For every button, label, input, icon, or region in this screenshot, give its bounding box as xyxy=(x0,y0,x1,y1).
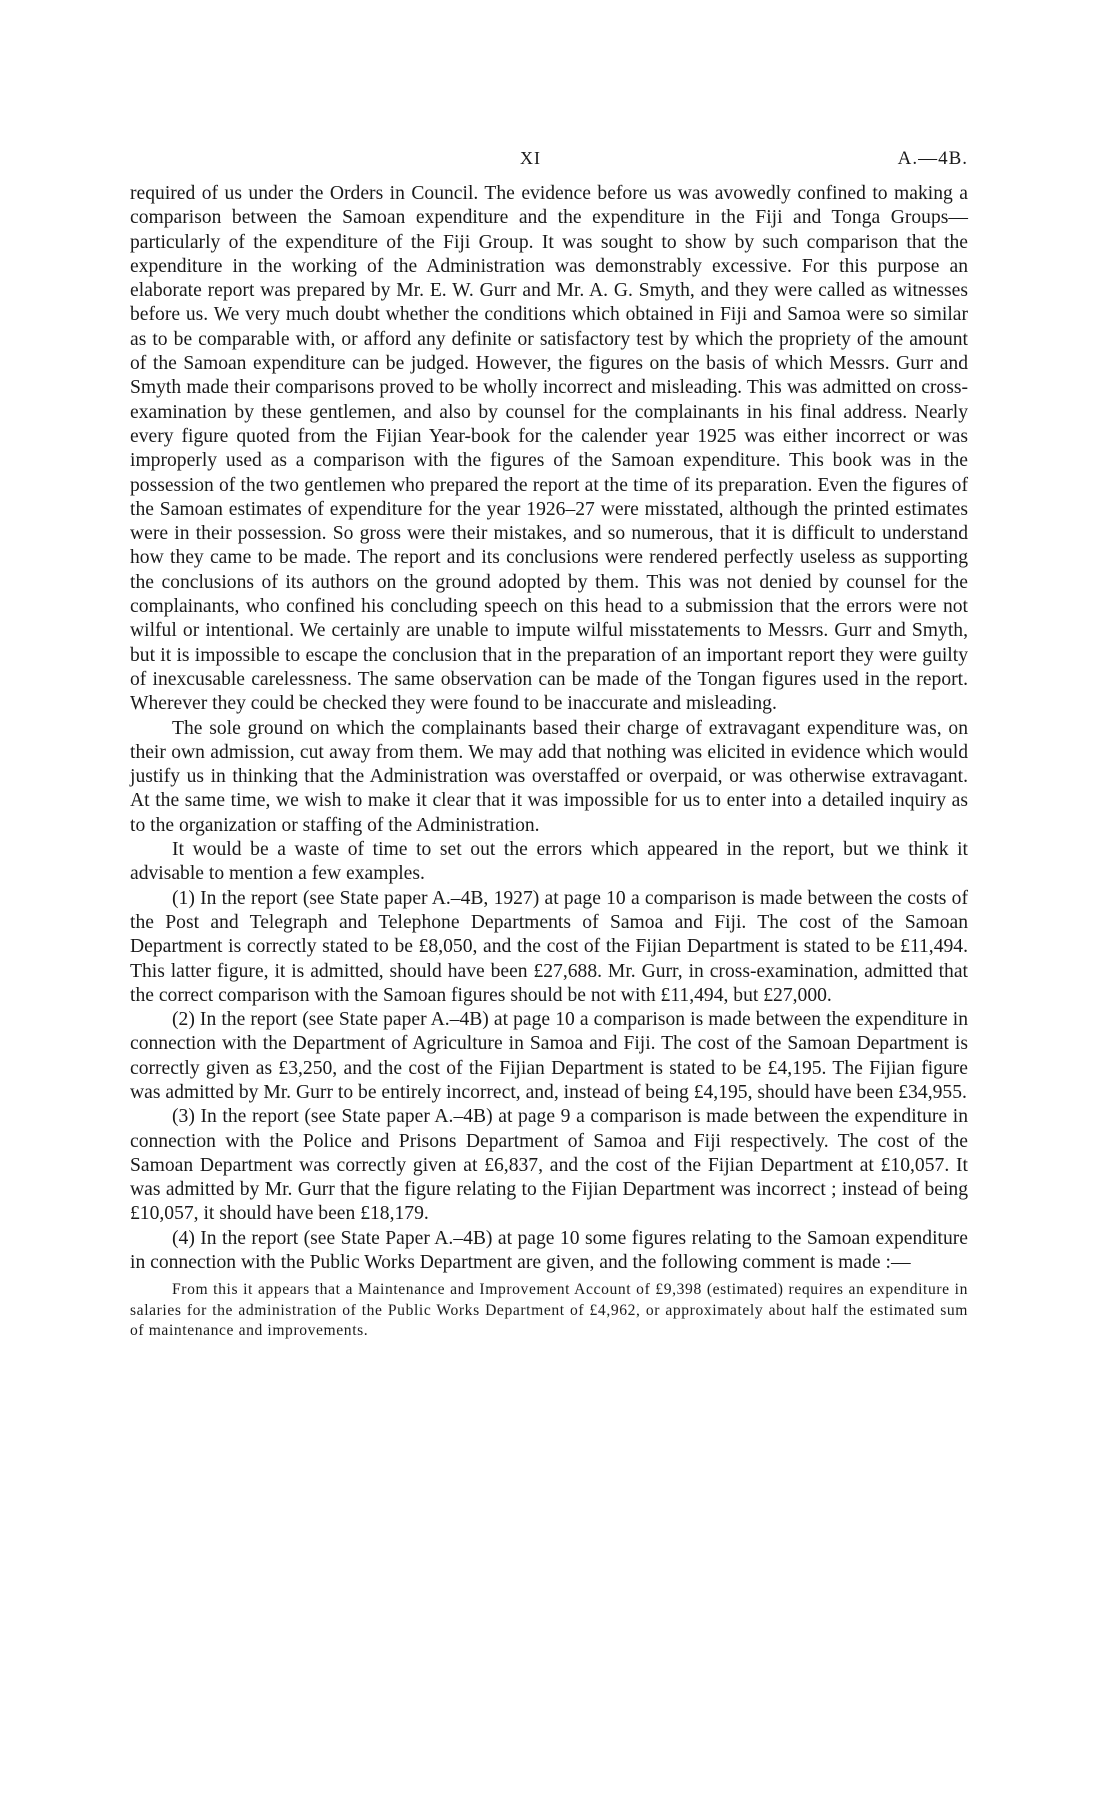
paragraph-example-1: (1) In the report (see State paper A.–4B, 1927) at page 10 a comparison is made between the costs of the Post and Telegraph and Telephone Departments of Samoa and Fiji. The cost of the Samoan Department is correctly stated to be £8,050, and the cost of the Fijian Department is stated to be £11,494. This latter figure, it is admitted, should have been £27,688. Mr. Gurr, in cross-examination, admitted that the correct comparison with the Samoan figures should be not with £11,494, but £27,000. xyxy=(130,887,968,1006)
paragraph-errors-intro: It would be a waste of time to set out the errors which appeared in the report, but we think it advisable to mention a few examples. xyxy=(130,839,968,885)
block-quotation: From this it appears that a Maintenance and Improvement Account of £9,398 (estimated) requires an expenditure in salaries for the administration of the Public Works Department of £4,962, or approximately about half the estimated sum of maintenance and improvements. xyxy=(130,1281,968,1340)
paragraph-example-2: (2) In the report (see State paper A.–4B) at page 10 a comparison is made between the expenditure in connection with the Department of Agriculture in Samoa and Fiji. The cost of the Samoan Department is correctly given as £3,250, and the cost of the Fijian Department is stated to be £4,195. The Fijian figure was admitted by Mr. Gurr to be entirely incorrect, and, instead of being £4,195, should have been £34,955. xyxy=(130,1009,968,1103)
paragraph-example-4: (4) In the report (see State Paper A.–4B) at page 10 some figures relating to the Samoan expenditure in connection with the Public Works Department are given, and the following comment is made :— xyxy=(130,1227,968,1274)
paragraph-example-3: (3) In the report (see State paper A.–4B) at page 9 a comparison is made between the expenditure in connection with the Police and Prisons Department of Samoa and Fiji respectively. The cost of the Samoan Department was correctly given at £6,837, and the cost of the Fijian Department at £10,057. It was admitted by Mr. Gurr that the figure relating to the Fijian Department was incorrect ; instead of being £10,057, it should have been £18,179. xyxy=(130,1106,968,1225)
paragraph-continued: required of us under the Orders in Council. The evidence before us was avowedly confined to making a comparison between the Samoan expenditure and the expenditure in the Fiji and Tonga Groups—particularly of the expenditure of the Fiji Group. It was sought to show by such comparison that the expenditure in the working of the Administration was demonstrably excessive. For this purpose an elaborate report was prepared by Mr. E. W. Gurr and Mr. A. G. Smyth, and they were called as witnesses before us. We very much doubt whether the conditions which obtained in Fiji and Samoa were so similar as to be comparable with, or afford any definite or satisfactory test by which the propriety of the amount of the Samoan expenditure can be judged. However, the figures on the basis of which Messrs. Gurr and Smyth made their comparisons proved to be wholly incorrect and misleading. This was admitted on cross-examination by these gentlemen, and also by counsel for the complainants in his final address. Nearly every figure quoted from the Fijian Year-book for the calender year 1925 was either incorrect or was improperly used as a comparison with the figures of the Samoan expenditure. This book was in the possession of the two gentlemen who prepared the report at the time of its preparation. Even the figures of the Samoan estimates of expenditure for the year 1926–27 were misstated, although the printed estimates were in their possession. So gross were their mistakes, and so numerous, that it is difficult to understand how they came to be made. The report and its conclusions were rendered perfectly useless as supporting the conclusions of its authors on the ground adopted by them. This was not denied by counsel for the complainants, who confined his concluding speech on this head to a submission that the errors were not wilful or intentional. We certainly are unable to impute wilful misstatements to Messrs. Gurr and Smyth, but it is impossible to escape the conclusion that in the preparation of an important report they were guilty of inexcusable carelessness. The same observation can be made of the Tongan figures used in the report. Wherever they could be checked they were found to be inaccurate and misleading. xyxy=(130,183,968,715)
document-reference: A.—4B. xyxy=(897,148,968,169)
page-header xyxy=(130,148,968,178)
paragraph-extravagance: The sole ground on which the complainants based their charge of extravagant expenditure was, on their own admission, cut away from them. We may add that nothing was elicited in evidence which would justify us in thinking that the Administration was overstaffed or overpaid, or was otherwise extravagant. At the same time, we wish to make it clear that it was impossible for us to enter into a detailed inquiry as to the organization or staffing of the Administration. xyxy=(130,717,968,836)
document-page xyxy=(130,148,968,1342)
page-number: XI xyxy=(520,148,541,168)
body-text xyxy=(130,182,968,1275)
